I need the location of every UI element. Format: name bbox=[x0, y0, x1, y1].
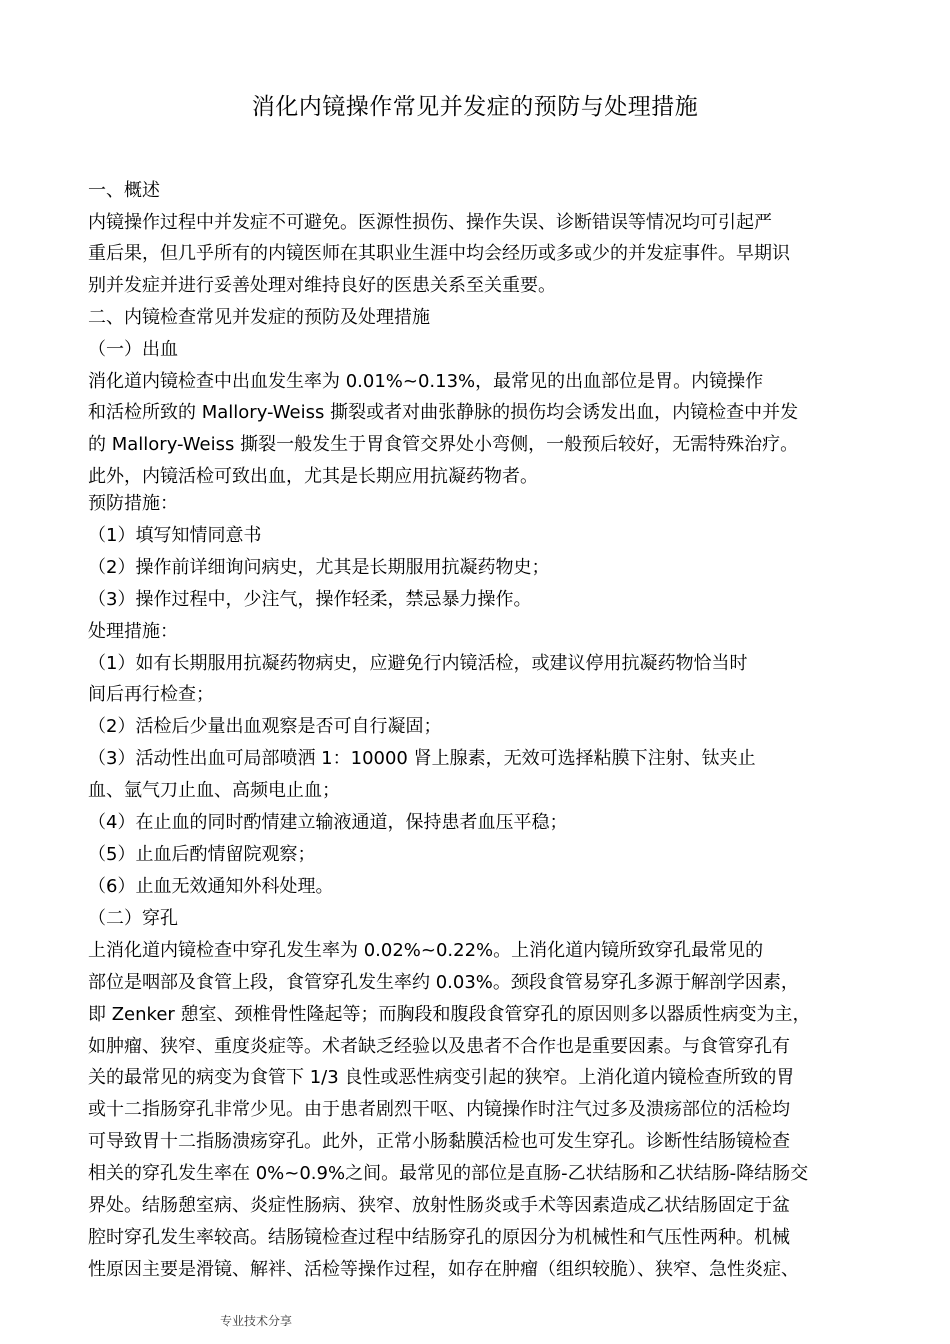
text-line: 预防措施： bbox=[88, 493, 178, 514]
text-line: 处理措施： bbox=[88, 621, 178, 642]
text-line: 内镜操作过程中并发症不可避免。医源性损伤、操作失误、诊断错误等情况均可引起严 bbox=[88, 212, 772, 233]
text-line: （2）活检后少量出血观察是否可自行凝固； bbox=[88, 716, 442, 737]
text-line: 上消化道内镜检查中穿孔发生率为 0.02%~0.22%。上消化道内镜所致穿孔最常见的 bbox=[88, 940, 764, 961]
text-line: （2）操作前详细询问病史，尤其是长期服用抗凝药物史； bbox=[88, 557, 550, 578]
text-line: 或十二指肠穿孔非常少见。由于患者剧烈干呕、内镜操作时注气过多及溃疡部位的活检均 bbox=[88, 1099, 790, 1120]
text-line: （1）填写知情同意书 bbox=[88, 525, 262, 546]
text-line: 此外，内镜活检可致出血，尤其是长期应用抗凝药物者。 bbox=[88, 466, 538, 487]
text-line: 如肿瘤、狭窄、重度炎症等。术者缺乏经验以及患者不合作也是重要因素。与食管穿孔有 bbox=[88, 1036, 790, 1057]
text-line: （5）止血后酌情留院观察； bbox=[88, 844, 316, 865]
footer-note: 专业技术分享 bbox=[220, 1314, 293, 1328]
text-line: （6）止血无效通知外科处理。 bbox=[88, 876, 334, 897]
text-line: 相关的穿孔发生率在 0%~0.9%之间。最常见的部位是直肠-乙状结肠和乙状结肠-降结肠交 bbox=[88, 1163, 809, 1184]
text-line: 一、概述 bbox=[88, 180, 160, 201]
text-line: 和活检所致的 Mallory-Weiss 撕裂或者对曲张静脉的损伤均会诱发出血，内镜检查中并发 bbox=[88, 402, 799, 423]
page-title: 消化内镜操作常见并发症的预防与处理措施 bbox=[251, 94, 699, 120]
text-line: （4）在止血的同时酌情建立输液通道，保持患者血压平稳； bbox=[88, 812, 568, 833]
text-line: （一）出血 bbox=[88, 339, 178, 360]
text-line: 性原因主要是滑镜、解袢、活检等操作过程，如存在肿瘤（组织较脆）、狭窄、急性炎症、 bbox=[88, 1259, 799, 1280]
text-line: 血、氩气刀止血、高频电止血； bbox=[88, 780, 340, 801]
text-line: 二、内镜检查常见并发症的预防及处理措施 bbox=[88, 307, 430, 328]
text-line: （二）穿孔 bbox=[88, 908, 178, 929]
text-line: 界处。结肠憩室病、炎症性肠病、狭窄、放射性肠炎或手术等因素造成乙状结肠固定于盆 bbox=[88, 1195, 790, 1216]
text-line: 关的最常见的病变为食管下 1/3 良性或恶性病变引起的狭窄。上消化道内镜检查所致的胃 bbox=[88, 1067, 795, 1088]
text-line: 间后再行检查； bbox=[88, 684, 214, 705]
text-line: 重后果，但几乎所有的内镜医师在其职业生涯中均会经历或多或少的并发症事件。早期识 bbox=[88, 243, 790, 264]
text-line: 别并发症并进行妥善处理对维持良好的医患关系至关重要。 bbox=[88, 275, 556, 296]
text-line: 的 Mallory-Weiss 撕裂一般发生于胃食管交界处小弯侧，一般预后较好，无需特殊治疗。 bbox=[88, 434, 799, 455]
text-line: （1）如有长期服用抗凝药物病史，应避免行内镜活检，或建议停用抗凝药物恰当时 bbox=[88, 653, 748, 674]
text-line: （3）活动性出血可局部喷洒 1：10000 肾上腺素，无效可选择粘膜下注射、钛夹止 bbox=[88, 748, 756, 769]
text-line: （3）操作过程中，少注气，操作轻柔，禁忌暴力操作。 bbox=[88, 589, 532, 610]
text-line: 部位是咽部及食管上段，食管穿孔发生率约 0.03%。颈段食管易穿孔多源于解剖学因素， bbox=[88, 972, 799, 993]
text-line: 即 Zenker 憩室、颈椎骨性隆起等；而胸段和腹段食管穿孔的原因则多以器质性病变为主， bbox=[88, 1004, 811, 1025]
text-line: 可导致胃十二指肠溃疡穿孔。此外，正常小肠黏膜活检也可发生穿孔。诊断性结肠镜检查 bbox=[88, 1131, 790, 1152]
text-line: 消化道内镜检查中出血发生率为 0.01%~0.13%，最常见的出血部位是胃。内镜操作 bbox=[88, 371, 764, 392]
text-line: 腔时穿孔发生率较高。结肠镜检查过程中结肠穿孔的原因分为机械性和气压性两种。机械 bbox=[88, 1227, 790, 1248]
